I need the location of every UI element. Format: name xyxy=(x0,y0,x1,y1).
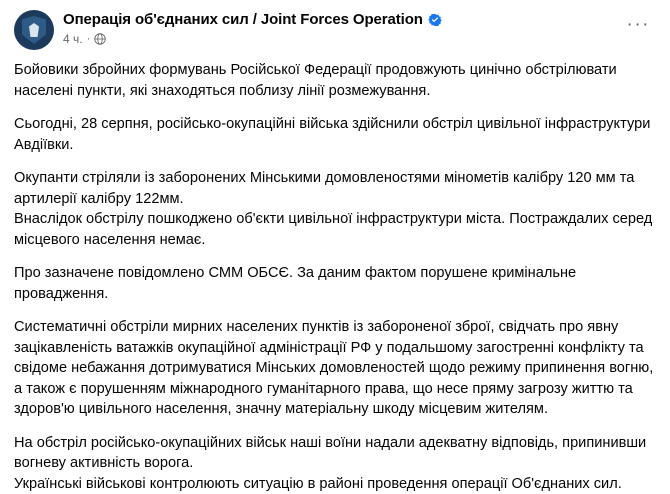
post-meta xyxy=(63,32,442,46)
post-paragraph: Бойовики збройних формувань Російської Федерації продовжують цинічно обстрілювати населені пункти, які знаходяться поблизу лінії розмежування. xyxy=(14,60,656,101)
post-header xyxy=(14,10,656,54)
post-paragraph: Сьогодні, 28 серпня, російсько-окупаційні війська здійснили обстріл цивільної інфраструктури Авдіївки. xyxy=(14,114,656,155)
globe-icon[interactable] xyxy=(94,33,106,45)
page-name-row xyxy=(63,11,442,29)
avatar[interactable] xyxy=(14,10,54,50)
post-more-options-button[interactable]: ··· xyxy=(621,14,656,36)
page-avatar-emblem-icon xyxy=(22,16,46,44)
post-paragraph: На обстріл російсько-окупаційних військ наші воїни надали адекватну відповідь, припинивши вогневу активність ворога. Українські військові контролюють ситуацію в районі проведення операції Об'єднаних сил. xyxy=(14,433,656,494)
meta-separator: · xyxy=(87,34,91,45)
post-paragraph: Про зазначене повідомлено СММ ОБСЄ. За даним фактом порушене кримінальне провадження. xyxy=(14,263,656,304)
post-header-text xyxy=(63,10,442,46)
page-name[interactable]: Операція об'єднаних сил / Joint Forces Operation xyxy=(63,11,423,29)
post-timestamp[interactable]: 4 ч. xyxy=(63,32,83,46)
post-paragraph: Систематичні обстріли мирних населених пунктів із забороненої зброї, свідчать про явну зацікавленість ватажків окупаційної адміністрації РФ у подальшому загостренні конфлікту та свідоме небажання дотримуватися Мінських домовленостей щодо режиму припинення вогню, а також є порушенням міжнародного гуманітарного права, що несе пряму загрозу життю та здоров'ю цивільного населення, значну матеріальну шкоду місцевим жителям. xyxy=(14,317,656,420)
post-body xyxy=(14,60,656,494)
post-paragraph: Окупанти стріляли із заборонених Мінськими домовленостями мінометів калібру 120 мм та артилерії калібру 122мм. Внаслідок обстрілу пошкоджено об'єкти цивільної інфраструктури міста. Постраждалих серед місцевого населення немає. xyxy=(14,168,656,250)
verified-badge-icon xyxy=(428,13,442,27)
